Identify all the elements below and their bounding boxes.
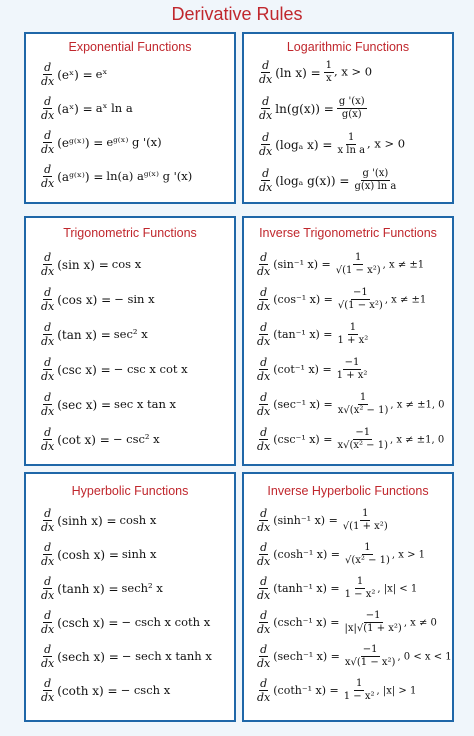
formula-invhyp-2 — [254, 542, 425, 567]
rhs-fraction: $\frac{g '(x)}{g(x)}$ — [338, 96, 365, 120]
formula-lhs: (sinh x) = — [57, 513, 117, 528]
d-dx-operator: $\frac{d}{dx}$ — [41, 251, 55, 278]
formula-invhyp-6 — [254, 678, 416, 703]
panel-inverse-trigonometric — [242, 216, 454, 466]
panel-inverse-hyperbolic — [242, 472, 454, 722]
rhs-fraction: $\frac{1}{\text{1 + x²}}$ — [337, 322, 369, 346]
formula-rhs: − csch x — [120, 682, 171, 697]
rhs-fraction: $\frac{1}{\text{1 − x²}}$ — [344, 576, 376, 600]
formula-lhs: ln(g(x)) = — [275, 101, 334, 116]
d-dx-operator: $\frac{d}{dx}$ — [257, 643, 271, 670]
d-dx-operator: $\frac{d}{dx}$ — [41, 643, 55, 670]
formula-lhs: (aᵍ⁽ˣ⁾) = — [57, 169, 104, 184]
formula-rhs: sinh x — [121, 546, 157, 561]
formula-invhyp-5 — [254, 644, 452, 669]
rhs-fraction: $\frac{1}{\text{√(1 + x²)}}$ — [342, 508, 388, 532]
d-dx-operator: $\frac{d}{dx}$ — [259, 131, 273, 158]
formula-exp-2 — [38, 96, 133, 121]
formula-condition: , x ≠ ±1, 0 — [390, 434, 445, 446]
formula-lhs: (csch x) = — [57, 615, 119, 630]
formula-lhs: (csc x) = — [57, 362, 111, 377]
formula-rhs: eᵍ⁽ˣ⁾ g '(x) — [106, 134, 162, 149]
panel-title-exponential: Exponential Functions — [68, 40, 192, 54]
formula-condition: , x ≠ ±1, 0 — [390, 399, 445, 411]
formula-rhs: − csc x cot x — [113, 361, 188, 376]
formula-lhs: (cosh x) = — [57, 547, 119, 562]
formula-condition: , |x| < 1 — [377, 583, 418, 595]
formula-invtrig-5 — [254, 392, 445, 417]
formula-lhs: (cot⁻¹ x) = — [273, 363, 332, 376]
d-dx-operator: $\frac{d}{dx}$ — [257, 286, 271, 313]
rhs-fraction: $\frac{1}{x}$ — [325, 60, 333, 84]
formula-log-2 — [256, 96, 367, 121]
formula-lhs: (eᵍ⁽ˣ⁾) = — [57, 135, 104, 150]
formula-invhyp-3 — [254, 576, 417, 601]
formula-lhs: (aˣ) = — [57, 101, 93, 116]
panel-exponential — [24, 32, 236, 204]
formula-trig-5 — [38, 392, 176, 417]
formula-lhs: (tan⁻¹ x) = — [273, 328, 333, 341]
formula-condition: , x > 1 — [391, 549, 426, 561]
d-dx-operator: $\frac{d}{dx}$ — [257, 609, 271, 636]
formula-rhs: sech² x — [121, 580, 163, 595]
formula-log-3 — [256, 132, 405, 157]
formula-rhs: cosh x — [119, 512, 157, 527]
formula-invhyp-4 — [254, 610, 437, 635]
formula-condition: , x > 0 — [334, 64, 373, 79]
formula-log-1 — [256, 60, 372, 85]
formula-exp-1 — [38, 62, 107, 87]
d-dx-operator: $\frac{d}{dx}$ — [257, 321, 271, 348]
formula-exp-4 — [38, 164, 192, 189]
formula-exp-3 — [38, 130, 162, 155]
d-dx-operator: $\frac{d}{dx}$ — [257, 426, 271, 453]
d-dx-operator: $\frac{d}{dx}$ — [259, 59, 273, 86]
rhs-fraction: $\frac{1}{\text{√(1 − x²)}}$ — [335, 252, 381, 276]
formula-invhyp-1 — [254, 508, 390, 533]
formula-trig-6 — [38, 427, 160, 452]
rhs-fraction: $\frac{1}{\text{x√(x² − 1)}}$ — [337, 392, 389, 416]
page-title: Derivative Rules — [171, 4, 303, 24]
formula-lhs: (tanh⁻¹ x) = — [273, 582, 340, 595]
panel-title-logarithmic: Logarithmic Functions — [286, 40, 410, 54]
panel-trigonometric — [24, 216, 236, 466]
d-dx-operator: $\frac{d}{dx}$ — [41, 129, 55, 156]
rhs-fraction: $\frac{-1}{\text{√(1 − x²)}}$ — [337, 287, 383, 311]
formula-condition: , x ≠ ±1 — [382, 259, 425, 271]
d-dx-operator: $\frac{d}{dx}$ — [41, 609, 55, 636]
formula-lhs: (csch⁻¹ x) = — [273, 616, 340, 629]
rhs-fraction: $\frac{1}{\text{1 − x²}}$ — [343, 678, 375, 702]
formula-lhs: (coth x) = — [57, 683, 118, 698]
formula-rhs: ln(a) aᵍ⁽ˣ⁾ g '(x) — [106, 168, 193, 183]
formula-lhs: (csc⁻¹ x) = — [273, 433, 333, 446]
formula-hyp-4 — [38, 610, 210, 635]
formula-condition: , 0 < x < 1 — [397, 651, 452, 663]
formula-hyp-5 — [38, 644, 212, 669]
d-dx-operator: $\frac{d}{dx}$ — [41, 677, 55, 704]
rhs-fraction: $\frac{1}{\text{x ln a}}$ — [337, 132, 366, 156]
formula-invtrig-6 — [254, 427, 444, 452]
formula-trig-4 — [38, 357, 188, 382]
formula-hyp-1 — [38, 508, 156, 533]
formula-rhs: sec x tan x — [114, 396, 177, 411]
formula-lhs: (sech⁻¹ x) = — [273, 650, 340, 663]
panel-hyperbolic — [24, 472, 236, 722]
rhs-fraction: $\frac{1}{\text{√(x² − 1)}}$ — [344, 542, 390, 566]
formula-condition: , |x| > 1 — [376, 685, 417, 697]
formula-lhs: (logₐ g(x)) = — [275, 173, 350, 188]
formula-lhs: (eˣ) = — [57, 67, 93, 82]
formula-lhs: (cos x) = — [57, 292, 112, 307]
formula-condition: , x > 0 — [367, 136, 406, 151]
formula-lhs: (sin⁻¹ x) = — [273, 258, 331, 271]
d-dx-operator: $\frac{d}{dx}$ — [41, 541, 55, 568]
panel-title-hyperbolic: Hyperbolic Functions — [71, 484, 189, 498]
formula-rhs: cos x — [111, 256, 142, 271]
formula-lhs: (ln x) = — [275, 65, 321, 80]
formula-lhs: (cosh⁻¹ x) = — [273, 548, 340, 561]
formula-lhs: (sec x) = — [57, 397, 112, 412]
formula-rhs: − csc² x — [112, 431, 160, 446]
d-dx-operator: $\frac{d}{dx}$ — [257, 575, 271, 602]
d-dx-operator: $\frac{d}{dx}$ — [259, 95, 273, 122]
d-dx-operator: $\frac{d}{dx}$ — [41, 507, 55, 534]
formula-lhs: (cot x) = — [57, 432, 110, 447]
formula-invtrig-2 — [254, 287, 426, 312]
formula-log-4 — [256, 168, 398, 193]
d-dx-operator: $\frac{d}{dx}$ — [41, 575, 55, 602]
formula-lhs: (sec⁻¹ x) = — [273, 398, 333, 411]
panel-title-inverse-trigonometric: Inverse Trigonometric Functions — [259, 226, 437, 240]
formula-hyp-6 — [38, 678, 170, 703]
formula-lhs: (logₐ x) = — [275, 137, 333, 152]
d-dx-operator: $\frac{d}{dx}$ — [41, 321, 55, 348]
rhs-fraction: $\frac{-1}{\text{x√(1 − x²)}}$ — [344, 644, 396, 668]
formula-condition: , x ≠ 0 — [403, 617, 437, 629]
d-dx-operator: $\frac{d}{dx}$ — [41, 356, 55, 383]
formula-lhs: (sinh⁻¹ x) = — [273, 514, 338, 527]
d-dx-operator: $\frac{d}{dx}$ — [41, 95, 55, 122]
formula-hyp-3 — [38, 576, 163, 601]
panel-logarithmic — [242, 32, 454, 204]
panel-title-inverse-hyperbolic: Inverse Hyperbolic Functions — [267, 484, 429, 498]
rhs-fraction: $\frac{-1}{\text{|x|√(1 + x²)}}$ — [344, 610, 402, 634]
formula-lhs: (sech x) = — [57, 649, 119, 664]
d-dx-operator: $\frac{d}{dx}$ — [257, 507, 271, 534]
d-dx-operator: $\frac{d}{dx}$ — [259, 167, 273, 194]
d-dx-operator: $\frac{d}{dx}$ — [41, 426, 55, 453]
formula-lhs: (tan x) = — [57, 327, 111, 342]
d-dx-operator: $\frac{d}{dx}$ — [257, 251, 271, 278]
formula-rhs: − sin x — [114, 291, 155, 306]
formula-hyp-2 — [38, 542, 156, 567]
d-dx-operator: $\frac{d}{dx}$ — [257, 541, 271, 568]
formula-trig-1 — [38, 252, 141, 277]
d-dx-operator: $\frac{d}{dx}$ — [257, 356, 271, 383]
formula-invtrig-3 — [254, 322, 370, 347]
formula-rhs: − csch x coth x — [121, 614, 211, 629]
panel-title-trigonometric: Trigonometric Functions — [63, 226, 197, 240]
formula-lhs: (tanh x) = — [57, 581, 119, 596]
formula-lhs: (coth⁻¹ x) = — [273, 684, 339, 697]
formula-rhs: − sech x tanh x — [121, 648, 212, 663]
formula-lhs: (sin x) = — [57, 257, 109, 272]
d-dx-operator: $\frac{d}{dx}$ — [41, 163, 55, 190]
d-dx-operator: $\frac{d}{dx}$ — [257, 391, 271, 418]
formula-invtrig-4 — [254, 357, 369, 382]
formula-lhs: (cos⁻¹ x) = — [273, 293, 333, 306]
rhs-fraction: $\frac{-1}{\text{x√(x² − 1)}}$ — [337, 427, 388, 451]
d-dx-operator: $\frac{d}{dx}$ — [257, 677, 271, 704]
rhs-fraction: $\frac{g '(x)}{\text{g(x) ln a}}$ — [354, 168, 397, 192]
formula-rhs: sec² x — [113, 326, 148, 341]
formula-condition: , x ≠ ±1 — [384, 294, 427, 306]
d-dx-operator: $\frac{d}{dx}$ — [41, 61, 55, 88]
formula-trig-2 — [38, 287, 155, 312]
formula-rhs: eˣ — [95, 66, 108, 81]
rhs-fraction: $\frac{-1}{\text{1 + x²}}$ — [336, 357, 368, 381]
d-dx-operator: $\frac{d}{dx}$ — [41, 286, 55, 313]
d-dx-operator: $\frac{d}{dx}$ — [41, 391, 55, 418]
formula-trig-3 — [38, 322, 148, 347]
formula-rhs: aˣ ln a — [95, 100, 133, 115]
formula-invtrig-1 — [254, 252, 424, 277]
